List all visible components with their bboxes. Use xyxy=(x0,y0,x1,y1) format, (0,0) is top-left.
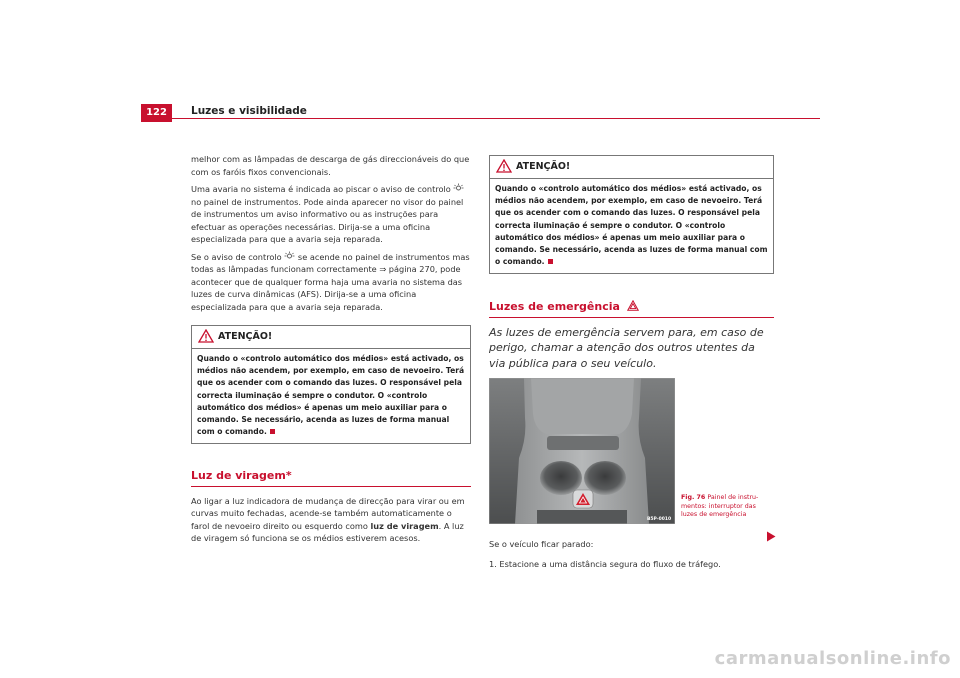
paragraph-text: no painel de instrumentos. Pode ainda aparecer no visor do painel de instrumentos um aviso informativo ou as instruções para efectuar as operações necessárias. Dirija-se a uma oficina especializada para que a avaria seja reparada. xyxy=(191,196,464,244)
warning-title: ATENÇÃO! xyxy=(516,161,571,172)
paragraph xyxy=(191,251,471,314)
end-marker-icon xyxy=(270,429,275,434)
paragraph-text: Ao ligar a luz indicadora de mudança de direcção para virar ou em curvas muito fechadas, acende-se também automaticamente o farol de nevoeiro direito ou esquerdo como xyxy=(191,495,465,531)
paragraph-text: Uma avaria no sistema é indicada ao piscar o aviso de controlo xyxy=(191,184,451,194)
paragraph xyxy=(191,183,471,246)
footer-watermark: carmanualsonline.info xyxy=(714,648,951,669)
headlight-warning-icon xyxy=(284,251,295,260)
header-rule xyxy=(141,118,820,119)
section-title-hazard-lights xyxy=(489,300,774,318)
warning-box xyxy=(191,325,471,444)
end-marker-icon xyxy=(548,259,553,264)
warning-text: Quando o «controlo automático dos médios» está activado, os médios não acendem, por exemplo, em caso de nevoeiro. Terá que os acender com o comando das luzes. O responsável pela correcta iluminação é sempre o condutor. O «controlo automático dos médios» é apenas um meio auxiliar para o comando. Se necessário, acenda as luzes de forma manual com o comando. xyxy=(495,184,768,267)
warning-body xyxy=(192,349,470,443)
warning-triangle-icon xyxy=(496,159,512,173)
page-number: 122 xyxy=(141,104,172,122)
headlight-warning-icon xyxy=(453,183,464,192)
paragraph-text: Se o aviso de controlo xyxy=(191,251,282,262)
section-title-text: Luzes de emergência xyxy=(489,300,620,314)
caption-label: Fig. 76 xyxy=(681,494,706,502)
right-column xyxy=(489,155,774,570)
paragraph-text: . A luz de viragem só funciona se os médios estiverem acesos. xyxy=(191,520,464,544)
paragraph: melhor com as lâmpadas de descarga de gás direccionáveis do que com os faróis fixos convencionais. xyxy=(191,154,470,177)
caption-text: Painel de instru-mentos: interruptor das luzes de emergência xyxy=(681,494,759,519)
warning-header xyxy=(192,326,470,349)
section-title-curve-light: Luz de viragem* xyxy=(191,470,471,487)
center-console-photo xyxy=(489,378,675,524)
step-item: 1. Estacione a uma distância segura do fluxo de tráfego. xyxy=(489,558,721,569)
warning-triangle-icon xyxy=(198,329,214,343)
figure-hazard-switch xyxy=(489,378,759,524)
figure-caption xyxy=(681,494,771,519)
paragraph xyxy=(191,495,471,545)
warning-box xyxy=(489,155,774,274)
continue-arrow-icon xyxy=(766,531,776,542)
section-intro: As luzes de emergência servem para, em caso de perigo, chamar a atenção dos outros utentes da via pública para o seu veículo. xyxy=(489,325,764,370)
warning-title: ATENÇÃO! xyxy=(218,331,273,342)
paragraph-text: se acende no painel de instrumentos mas todas as lâmpadas funcionam correctamente ⇒ página 270, pode acontecer que de qualquer forma haja uma avaria no sistema das luzes de curva dinâmicas (AFS). Dirija-se a uma oficina especializada para que a avaria seja reparada. xyxy=(191,251,470,312)
bold-term: luz de viragem xyxy=(370,520,439,531)
figure-code: B5P-0010 xyxy=(647,517,672,523)
paragraph: Se o veículo ficar parado: xyxy=(489,539,594,550)
warning-header xyxy=(490,156,773,179)
warning-body xyxy=(490,179,773,273)
running-title: Luzes e visibilidade xyxy=(191,105,307,117)
left-column xyxy=(191,153,471,550)
warning-text: Quando o «controlo automático dos médios» está activado, os médios não acendem, por exemplo, em caso de nevoeiro. Terá que os acender com o comando das luzes. O responsável pela correcta iluminação é sempre o condutor. O «controlo automático dos médios» é apenas um meio auxiliar para o comando. Se necessário, acenda as luzes de forma manual com o comando. xyxy=(197,354,465,437)
hazard-triangle-icon xyxy=(627,300,639,311)
